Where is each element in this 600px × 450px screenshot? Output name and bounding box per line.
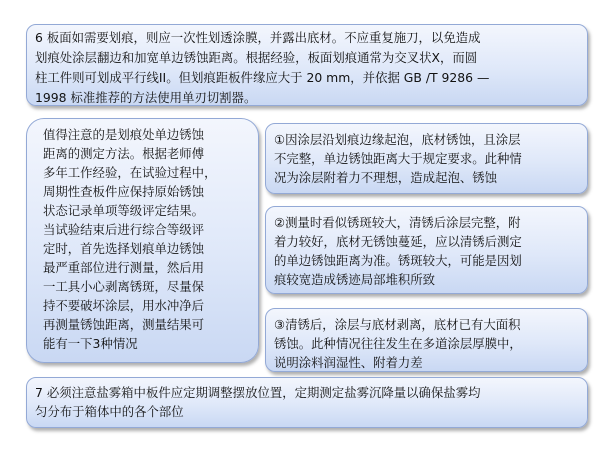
text-line: 值得注意的是划痕处单边锈蚀: [43, 127, 205, 142]
text-line: 能有一下3种情况: [43, 336, 138, 351]
case-3-box: [265, 308, 588, 372]
text-line: 6 板面如需要划痕，则应一次性划透涂膜，并露出底材。不应重复施刀，以免造成: [35, 30, 481, 45]
text-line: ③清锈后，涂层与底材剥离，底材已有大面积: [274, 317, 521, 332]
text-line: 一工具小心剥离锈斑，尽量保: [43, 279, 205, 294]
text-line: 1998 标准推荐的方法使用单刃切割器。: [35, 90, 257, 105]
text-line: 7 必须注意盐雾箱中板件应定期调整摆放位置，定期测定盐雾沉降量以确保盐雾均: [35, 385, 481, 400]
text-line: 况为涂层附着力不理想，造成起泡、锈蚀: [274, 170, 498, 185]
text-line: 匀分布于箱体中的各个部位: [35, 404, 184, 419]
text-line: 再测量锈蚀距离，测量结果可: [43, 317, 205, 332]
text-line: 周期性查板件应保持原始锈蚀: [43, 184, 205, 199]
text-line: 说明涂料润湿性、附着力差: [274, 355, 423, 370]
text-line: 锈蚀。此种情况往往发生在多道涂层厚膜中，: [274, 336, 522, 351]
text-line: 柱工件则可划成平行线II。但划痕距板件缘应大于 20 mm，并依据 GB /T 9286 —: [35, 70, 490, 85]
text-line: ①因涂层沿划痕边缘起泡，底材锈蚀，且涂层: [274, 132, 521, 147]
case-2-box: [265, 206, 588, 294]
salt-spray-note-box: [26, 377, 588, 428]
text-line: 多年工作经验，在试验过程中，: [43, 165, 217, 180]
text-line: 划痕处涂层翻边和加宽单边锈蚀距离。根据经验，板面划痕通常为交叉状X，而圆: [35, 50, 478, 65]
text-line: 当试验结束后进行综合等级评: [43, 222, 205, 237]
text-line: 状态记录单项等级评定结果。: [43, 203, 205, 218]
text-line: 持不要破坏涂层，用水冲净后: [43, 298, 205, 313]
text-line: 着力较好，底材无锈蚀蔓延，应以清锈后测定: [274, 234, 522, 249]
text-line: 最严重部位进行测量，然后用: [43, 260, 205, 275]
scratch-procedure-box: [26, 24, 588, 106]
text-line: 定时，首先选择划痕单边锈蚀: [43, 241, 205, 256]
text-line: 距离的测定方法。根据老师傅: [43, 146, 205, 161]
case-1-box: [265, 123, 588, 194]
text-line: 痕较宽造成锈迹局部堆积所致: [274, 272, 436, 287]
text-line: ②测量时看似锈斑较大，清锈后涂层完整，附: [274, 215, 521, 230]
text-line: 不完整，单边锈蚀距离大于规定要求。此种情: [274, 151, 522, 166]
text-line: 的单边锈蚀距离为准。锈斑较大，可能是因划: [274, 253, 522, 268]
measurement-method-box: [26, 118, 259, 363]
